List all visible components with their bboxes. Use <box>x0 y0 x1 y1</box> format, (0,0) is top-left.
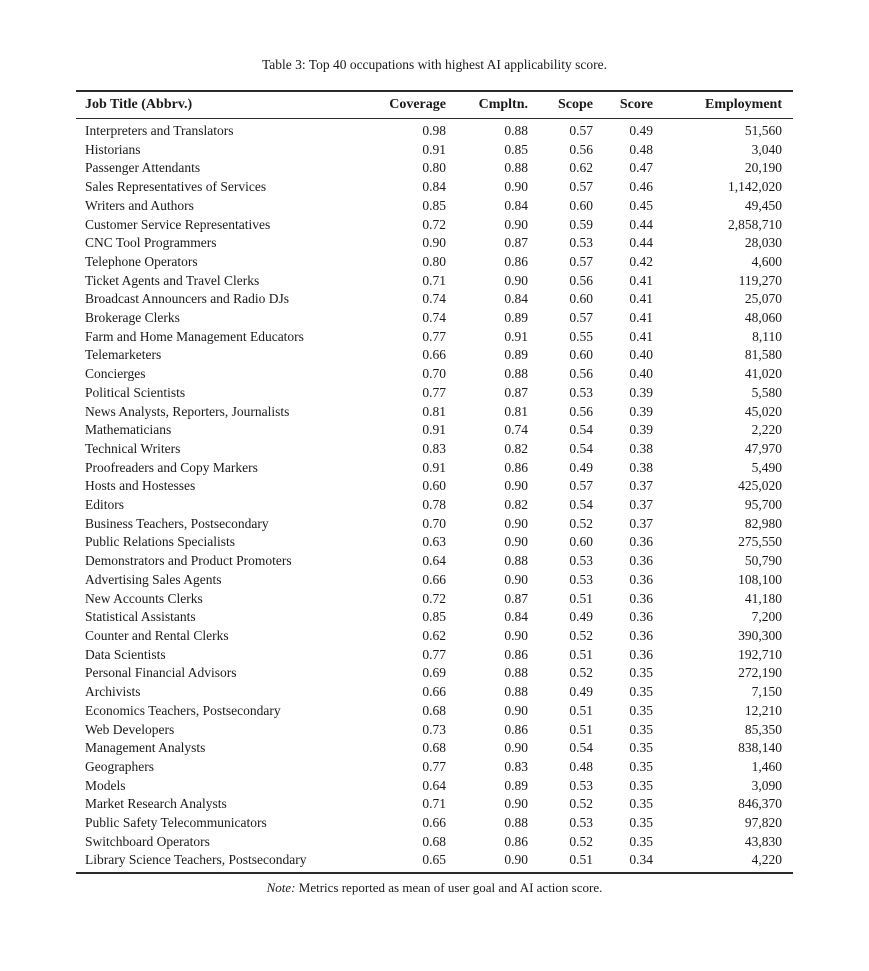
cmpltn-cell: 0.88 <box>504 366 528 382</box>
score-cell: 0.48 <box>629 141 653 157</box>
score-cell: 0.35 <box>629 684 653 700</box>
cmpltn-cell: 0.85 <box>504 141 528 157</box>
coverage-cell: 0.72 <box>422 590 446 606</box>
cmpltn-cell: 0.84 <box>504 197 528 213</box>
table-row <box>76 627 793 646</box>
cmpltn-cell: 0.84 <box>504 609 528 625</box>
table-row <box>76 234 793 253</box>
scope-cell: 0.51 <box>569 590 593 606</box>
coverage-cell: 0.62 <box>422 627 446 643</box>
job-title-cell: Demonstrators and Product Promoters <box>85 553 292 569</box>
table-row <box>76 833 793 852</box>
coverage-cell: 0.91 <box>422 141 446 157</box>
table-row <box>76 216 793 235</box>
scope-cell: 0.57 <box>569 478 593 494</box>
note-label: Note: <box>266 880 296 896</box>
job-title-cell: Library Science Teachers, Postsecondary <box>85 852 307 868</box>
table-row <box>76 477 793 496</box>
table-body <box>76 119 793 874</box>
cmpltn-cell: 0.90 <box>504 702 528 718</box>
coverage-cell: 0.80 <box>422 160 446 176</box>
scope-cell: 0.57 <box>569 253 593 269</box>
scope-cell: 0.52 <box>569 515 593 531</box>
employment-cell: 3,040 <box>751 141 782 157</box>
occupations-table <box>76 90 793 874</box>
job-title-cell: Mathematicians <box>85 422 172 438</box>
cmpltn-cell: 0.86 <box>504 646 528 662</box>
coverage-cell: 0.98 <box>422 123 446 138</box>
score-cell: 0.41 <box>629 310 653 326</box>
cmpltn-cell: 0.89 <box>504 777 528 793</box>
col-header-cmpltn: Cmpltn. <box>446 91 528 119</box>
coverage-cell: 0.68 <box>422 740 446 756</box>
coverage-cell: 0.81 <box>422 403 446 419</box>
coverage-cell: 0.73 <box>422 721 446 737</box>
scope-cell: 0.48 <box>569 758 593 774</box>
scope-cell: 0.56 <box>569 403 593 419</box>
cmpltn-cell: 0.81 <box>504 403 528 419</box>
table-row <box>76 365 793 384</box>
employment-cell: 7,200 <box>751 609 782 625</box>
score-cell: 0.35 <box>629 815 653 831</box>
table-row <box>76 197 793 216</box>
employment-cell: 41,020 <box>744 366 782 382</box>
job-title-cell: Editors <box>85 497 124 513</box>
coverage-cell: 0.78 <box>422 497 446 513</box>
scope-cell: 0.53 <box>569 777 593 793</box>
cmpltn-cell: 0.90 <box>504 478 528 494</box>
table-row <box>76 683 793 702</box>
table-row <box>76 253 793 272</box>
table-row <box>76 814 793 833</box>
scope-cell: 0.60 <box>569 291 593 307</box>
cmpltn-cell: 0.86 <box>504 721 528 737</box>
score-cell: 0.45 <box>629 197 653 213</box>
job-title-cell: Broadcast Announcers and Radio DJs <box>85 291 289 307</box>
col-header-job-title: Job Title (Abbrv.) <box>76 91 376 119</box>
job-title-cell: Political Scientists <box>85 384 186 400</box>
employment-cell: 275,550 <box>738 534 782 550</box>
scope-cell: 0.54 <box>569 440 593 456</box>
table-row <box>76 328 793 347</box>
cmpltn-cell: 0.91 <box>504 328 528 344</box>
cmpltn-cell: 0.90 <box>504 796 528 812</box>
job-title-cell: Hosts and Hostesses <box>85 478 196 494</box>
employment-cell: 97,820 <box>744 815 782 831</box>
coverage-cell: 0.85 <box>422 609 446 625</box>
employment-cell: 4,220 <box>751 852 782 868</box>
cmpltn-cell: 0.87 <box>504 235 528 251</box>
table-note <box>0 880 869 896</box>
employment-cell: 1,460 <box>751 758 782 774</box>
score-cell: 0.40 <box>629 347 653 363</box>
table-caption: Table 3: Top 40 occupations with highest AI applicability score. <box>261 57 608 72</box>
scope-cell: 0.52 <box>569 796 593 812</box>
cmpltn-cell: 0.90 <box>504 852 528 868</box>
employment-cell: 5,580 <box>751 384 782 400</box>
table-row <box>76 608 793 627</box>
table-row <box>76 777 793 796</box>
job-title-cell: Management Analysts <box>85 740 206 756</box>
employment-cell: 4,600 <box>751 253 782 269</box>
job-title-cell: Historians <box>85 141 141 157</box>
score-cell: 0.42 <box>629 253 653 269</box>
employment-cell: 12,210 <box>744 702 782 718</box>
table-row <box>76 851 793 873</box>
scope-cell: 0.60 <box>569 347 593 363</box>
table-row <box>76 272 793 291</box>
cmpltn-cell: 0.90 <box>504 627 528 643</box>
cmpltn-cell: 0.88 <box>504 553 528 569</box>
table-row <box>76 664 793 683</box>
employment-cell: 25,070 <box>744 291 782 307</box>
job-title-cell: Counter and Rental Clerks <box>85 627 229 643</box>
job-title-cell: News Analysts, Reporters, Journalists <box>85 403 290 419</box>
coverage-cell: 0.66 <box>422 347 446 363</box>
employment-cell: 425,020 <box>738 478 782 494</box>
employment-cell: 45,020 <box>744 403 782 419</box>
coverage-cell: 0.70 <box>422 366 446 382</box>
job-title-cell: Public Relations Specialists <box>85 534 235 550</box>
job-title-cell: Models <box>85 777 126 793</box>
coverage-cell: 0.91 <box>422 422 446 438</box>
col-header-score: Score <box>593 91 653 119</box>
score-cell: 0.37 <box>629 478 653 494</box>
cmpltn-cell: 0.90 <box>504 216 528 232</box>
job-title-cell: Switchboard Operators <box>85 833 210 849</box>
employment-cell: 82,980 <box>744 515 782 531</box>
note-text: Metrics reported as mean of user goal and AI action score. <box>298 880 603 896</box>
cmpltn-cell: 0.84 <box>504 291 528 307</box>
table-row <box>76 646 793 665</box>
score-cell: 0.41 <box>629 328 653 344</box>
cmpltn-cell: 0.88 <box>504 160 528 176</box>
job-title-cell: CNC Tool Programmers <box>85 235 217 251</box>
scope-cell: 0.55 <box>569 328 593 344</box>
employment-cell: 41,180 <box>744 590 782 606</box>
coverage-cell: 0.66 <box>422 815 446 831</box>
cmpltn-cell: 0.90 <box>504 740 528 756</box>
job-title-cell: Sales Representatives of Services <box>85 179 267 195</box>
job-title-cell: Concierges <box>85 366 146 382</box>
cmpltn-cell: 0.90 <box>504 534 528 550</box>
cmpltn-cell: 0.86 <box>504 459 528 475</box>
cmpltn-cell: 0.82 <box>504 497 528 513</box>
cmpltn-cell: 0.90 <box>504 272 528 288</box>
scope-cell: 0.51 <box>569 852 593 868</box>
employment-cell: 192,710 <box>738 646 782 662</box>
coverage-cell: 0.65 <box>422 852 446 868</box>
score-cell: 0.39 <box>629 384 653 400</box>
job-title-cell: Data Scientists <box>85 646 166 662</box>
table-row <box>76 571 793 590</box>
table-row <box>76 590 793 609</box>
score-cell: 0.36 <box>629 646 653 662</box>
scope-cell: 0.49 <box>569 609 593 625</box>
score-cell: 0.41 <box>629 272 653 288</box>
job-title-cell: Ticket Agents and Travel Clerks <box>85 272 260 288</box>
employment-cell: 5,490 <box>751 459 782 475</box>
employment-cell: 838,140 <box>738 740 782 756</box>
score-cell: 0.34 <box>629 852 653 868</box>
scope-cell: 0.57 <box>569 123 593 138</box>
employment-cell: 2,220 <box>751 422 782 438</box>
coverage-cell: 0.66 <box>422 571 446 587</box>
cmpltn-cell: 0.86 <box>504 833 528 849</box>
cmpltn-cell: 0.88 <box>504 665 528 681</box>
scope-cell: 0.60 <box>569 197 593 213</box>
employment-cell: 1,142,020 <box>728 179 782 195</box>
cmpltn-cell: 0.88 <box>504 815 528 831</box>
scope-cell: 0.53 <box>569 384 593 400</box>
coverage-cell: 0.90 <box>422 235 446 251</box>
table-row <box>76 702 793 721</box>
score-cell: 0.36 <box>629 553 653 569</box>
scope-cell: 0.59 <box>569 216 593 232</box>
table-row <box>76 515 793 534</box>
score-cell: 0.37 <box>629 515 653 531</box>
coverage-cell: 0.77 <box>422 646 446 662</box>
job-title-cell: Economics Teachers, Postsecondary <box>85 702 281 718</box>
score-cell: 0.35 <box>629 665 653 681</box>
score-cell: 0.36 <box>629 590 653 606</box>
coverage-cell: 0.68 <box>422 833 446 849</box>
table-row <box>76 459 793 478</box>
coverage-cell: 0.60 <box>422 478 446 494</box>
score-cell: 0.39 <box>629 403 653 419</box>
col-header-coverage: Coverage <box>376 91 446 119</box>
cmpltn-cell: 0.87 <box>504 384 528 400</box>
score-cell: 0.37 <box>629 497 653 513</box>
score-cell: 0.36 <box>629 627 653 643</box>
coverage-cell: 0.66 <box>422 684 446 700</box>
header-row <box>76 91 793 119</box>
employment-cell: 47,970 <box>744 440 782 456</box>
coverage-cell: 0.71 <box>422 796 446 812</box>
scope-cell: 0.53 <box>569 553 593 569</box>
score-cell: 0.36 <box>629 571 653 587</box>
job-title-cell: Telemarketers <box>85 347 162 363</box>
table-row <box>76 440 793 459</box>
table-row <box>76 496 793 515</box>
cmpltn-cell: 0.82 <box>504 440 528 456</box>
scope-cell: 0.57 <box>569 179 593 195</box>
cmpltn-cell: 0.83 <box>504 758 528 774</box>
scope-cell: 0.51 <box>569 646 593 662</box>
employment-cell: 50,790 <box>744 553 782 569</box>
employment-cell: 846,370 <box>738 796 782 812</box>
job-title-cell: Writers and Authors <box>85 197 194 213</box>
job-title-cell: Geographers <box>85 758 154 774</box>
scope-cell: 0.54 <box>569 740 593 756</box>
coverage-cell: 0.77 <box>422 758 446 774</box>
coverage-cell: 0.77 <box>422 328 446 344</box>
job-title-cell: Statistical Assistants <box>85 609 196 625</box>
scope-cell: 0.56 <box>569 141 593 157</box>
coverage-cell: 0.74 <box>422 310 446 326</box>
scope-cell: 0.53 <box>569 235 593 251</box>
employment-cell: 7,150 <box>751 684 782 700</box>
employment-cell: 81,580 <box>744 347 782 363</box>
job-title-cell: Telephone Operators <box>85 253 198 269</box>
coverage-cell: 0.77 <box>422 384 446 400</box>
table-row <box>76 795 793 814</box>
table-row <box>76 346 793 365</box>
score-cell: 0.36 <box>629 534 653 550</box>
table-row <box>76 533 793 552</box>
scope-cell: 0.62 <box>569 160 593 176</box>
scope-cell: 0.56 <box>569 366 593 382</box>
cmpltn-cell: 0.88 <box>504 684 528 700</box>
score-cell: 0.40 <box>629 366 653 382</box>
score-cell: 0.35 <box>629 721 653 737</box>
cmpltn-cell: 0.86 <box>504 253 528 269</box>
coverage-cell: 0.85 <box>422 197 446 213</box>
employment-cell: 43,830 <box>744 833 782 849</box>
coverage-cell: 0.83 <box>422 440 446 456</box>
coverage-cell: 0.80 <box>422 253 446 269</box>
table-row <box>76 309 793 328</box>
scope-cell: 0.60 <box>569 534 593 550</box>
score-cell: 0.35 <box>629 777 653 793</box>
scope-cell: 0.52 <box>569 833 593 849</box>
score-cell: 0.44 <box>629 235 653 251</box>
table-row <box>76 159 793 178</box>
employment-cell: 108,100 <box>738 571 782 587</box>
cmpltn-cell: 0.90 <box>504 515 528 531</box>
job-title-cell: Advertising Sales Agents <box>85 571 222 587</box>
employment-cell: 95,700 <box>744 497 782 513</box>
score-cell: 0.46 <box>629 179 653 195</box>
coverage-cell: 0.84 <box>422 179 446 195</box>
job-title-cell: Archivists <box>85 684 141 700</box>
scope-cell: 0.49 <box>569 459 593 475</box>
cmpltn-cell: 0.90 <box>504 571 528 587</box>
col-header-employment: Employment <box>653 91 793 119</box>
coverage-cell: 0.74 <box>422 291 446 307</box>
scope-cell: 0.49 <box>569 684 593 700</box>
job-title-cell: Farm and Home Management Educators <box>85 328 304 344</box>
table-row <box>76 119 793 141</box>
score-cell: 0.38 <box>629 459 653 475</box>
scope-cell: 0.52 <box>569 665 593 681</box>
scope-cell: 0.54 <box>569 422 593 438</box>
score-cell: 0.39 <box>629 422 653 438</box>
table-row <box>76 552 793 571</box>
job-title-cell: Personal Financial Advisors <box>85 665 237 681</box>
scope-cell: 0.56 <box>569 272 593 288</box>
table-row <box>76 141 793 160</box>
coverage-cell: 0.68 <box>422 702 446 718</box>
table-row <box>76 290 793 309</box>
scope-cell: 0.57 <box>569 310 593 326</box>
table-header <box>76 91 793 119</box>
table-row <box>76 384 793 403</box>
coverage-cell: 0.72 <box>422 216 446 232</box>
coverage-cell: 0.69 <box>422 665 446 681</box>
score-cell: 0.35 <box>629 833 653 849</box>
employment-cell: 48,060 <box>744 310 782 326</box>
scope-cell: 0.51 <box>569 721 593 737</box>
score-cell: 0.44 <box>629 216 653 232</box>
table-row <box>76 178 793 197</box>
job-title-cell: Brokerage Clerks <box>85 310 180 326</box>
job-title-cell: Interpreters and Translators <box>85 123 234 138</box>
table-row <box>76 758 793 777</box>
job-title-cell: Passenger Attendants <box>85 160 201 176</box>
scope-cell: 0.52 <box>569 627 593 643</box>
job-title-cell: Customer Service Representatives <box>85 216 271 232</box>
employment-cell: 3,090 <box>751 777 782 793</box>
score-cell: 0.38 <box>629 440 653 456</box>
score-cell: 0.36 <box>629 609 653 625</box>
employment-cell: 51,560 <box>744 123 782 138</box>
job-title-cell: Web Developers <box>85 721 175 737</box>
score-cell: 0.49 <box>629 123 653 138</box>
score-cell: 0.47 <box>629 160 653 176</box>
table-row <box>76 403 793 422</box>
col-header-scope: Scope <box>528 91 593 119</box>
employment-cell: 2,858,710 <box>728 216 782 232</box>
coverage-cell: 0.71 <box>422 272 446 288</box>
employment-cell: 49,450 <box>744 197 782 213</box>
employment-cell: 8,110 <box>752 328 782 344</box>
coverage-cell: 0.63 <box>422 534 446 550</box>
coverage-cell: 0.64 <box>422 553 446 569</box>
score-cell: 0.41 <box>629 291 653 307</box>
coverage-cell: 0.70 <box>422 515 446 531</box>
employment-cell: 272,190 <box>738 665 782 681</box>
cmpltn-cell: 0.88 <box>504 123 528 138</box>
coverage-cell: 0.64 <box>422 777 446 793</box>
job-title-cell: Public Safety Telecommunicators <box>85 815 267 831</box>
table-row <box>76 721 793 740</box>
cmpltn-cell: 0.87 <box>504 590 528 606</box>
employment-cell: 119,270 <box>738 272 782 288</box>
cmpltn-cell: 0.90 <box>504 179 528 195</box>
employment-cell: 20,190 <box>744 160 782 176</box>
cmpltn-cell: 0.74 <box>504 422 528 438</box>
job-title-cell: Market Research Analysts <box>85 796 227 812</box>
scope-cell: 0.51 <box>569 702 593 718</box>
table-row <box>76 421 793 440</box>
score-cell: 0.35 <box>629 758 653 774</box>
cmpltn-cell: 0.89 <box>504 310 528 326</box>
scope-cell: 0.53 <box>569 571 593 587</box>
job-title-cell: Proofreaders and Copy Markers <box>85 459 258 475</box>
employment-cell: 390,300 <box>738 627 782 643</box>
job-title-cell: New Accounts Clerks <box>85 590 203 606</box>
score-cell: 0.35 <box>629 796 653 812</box>
job-title-cell: Business Teachers, Postsecondary <box>85 515 269 531</box>
score-cell: 0.35 <box>629 740 653 756</box>
employment-cell: 85,350 <box>744 721 782 737</box>
table-row <box>76 739 793 758</box>
job-title-cell: Technical Writers <box>85 440 181 456</box>
coverage-cell: 0.91 <box>422 459 446 475</box>
score-cell: 0.35 <box>629 702 653 718</box>
scope-cell: 0.53 <box>569 815 593 831</box>
employment-cell: 28,030 <box>744 235 782 251</box>
cmpltn-cell: 0.89 <box>504 347 528 363</box>
scope-cell: 0.54 <box>569 497 593 513</box>
